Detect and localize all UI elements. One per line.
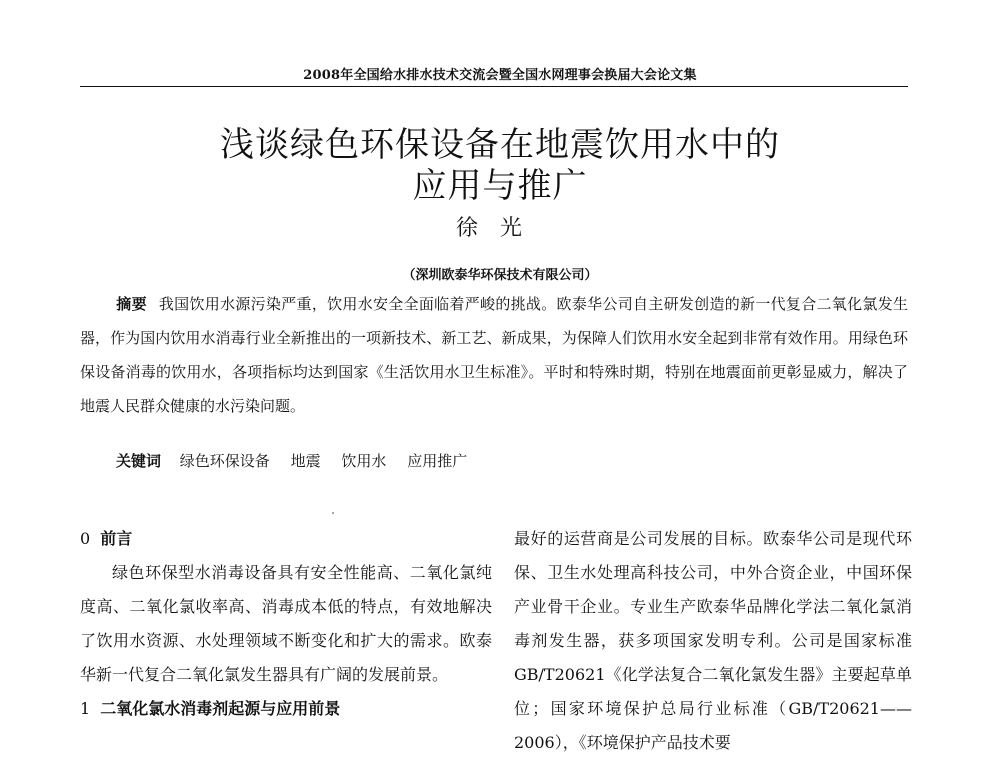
keyword: 地震 — [290, 452, 321, 470]
keywords — [116, 449, 908, 473]
section-title: 二氧化氯水消毒剂起源与应用前景 — [100, 699, 341, 718]
paper-title-line1: 浅谈绿色环保设备在地震饮用水中的 — [220, 125, 780, 165]
body-paragraph: 绿色环保型水消毒设备具有安全性能高、二氧化氯纯度高、二氧化氯收率高、消毒成本低的特点，有效地解决了饮用水资源、水处理领域不断变化和扩大的需求。欧泰华新一代复合二氧化氯发生器具有广阔的发展前景。 — [80, 563, 492, 684]
section-title: 前言 — [100, 529, 133, 548]
keyword: 应用推广 — [407, 452, 468, 470]
abstract — [80, 287, 908, 423]
header-rule — [80, 86, 908, 87]
running-header: 2008年全国给水排水技术交流会暨全国水网理事会换届大会论文集 — [303, 68, 697, 83]
keywords-label: 关键词 — [116, 452, 162, 470]
scan-speck — [332, 512, 334, 514]
section-heading-0 — [80, 522, 492, 556]
author-name: 徐光 — [455, 216, 544, 241]
abstract-text: 我国饮用水源污染严重，饮用水安全全面临着严峻的挑战。欧泰华公司自主研发创造的新一代复合二氧化氯发生器，作为国内饮用水消毒行业全新推出的一项新技术、新工艺、新成果，为保障人们饮用水安全起到非常有效作用。用绿色环保设备消毒的饮用水，各项指标均达到国家《生活饮用水卫生标准》。平时和特殊时期，特别在地震面前更彰显威力，解决了地震人民群众健康的水污染问题。 — [80, 295, 908, 415]
paper-title-line2: 应用与推广 — [412, 166, 588, 206]
keyword: 饮用水 — [341, 452, 387, 470]
left-column — [80, 522, 492, 726]
section-number: 0 — [80, 529, 91, 548]
section-number: 1 — [80, 699, 91, 718]
right-column — [514, 522, 912, 760]
affiliation: （深圳欧泰华环保技术有限公司） — [402, 268, 598, 283]
keyword: 绿色环保设备 — [179, 452, 270, 470]
section-heading-1 — [80, 692, 492, 726]
abstract-label: 摘要 — [116, 295, 147, 313]
body-paragraph: 最好的运营商是公司发展的目标。欧泰华公司是现代环保、卫生水处理高科技公司，中外合资企业，中国环保产业骨干企业。专业生产欧泰华品牌化学法二氧化氯消毒剂发生器，获多项国家发明专利。公司是国家标准 GB/T20621《化学法复合二氧化氯发生器》主要起草单位；国家环境保护总局行业标准（GB/T20621——2006），《环境保护产品技术要 — [514, 529, 912, 752]
